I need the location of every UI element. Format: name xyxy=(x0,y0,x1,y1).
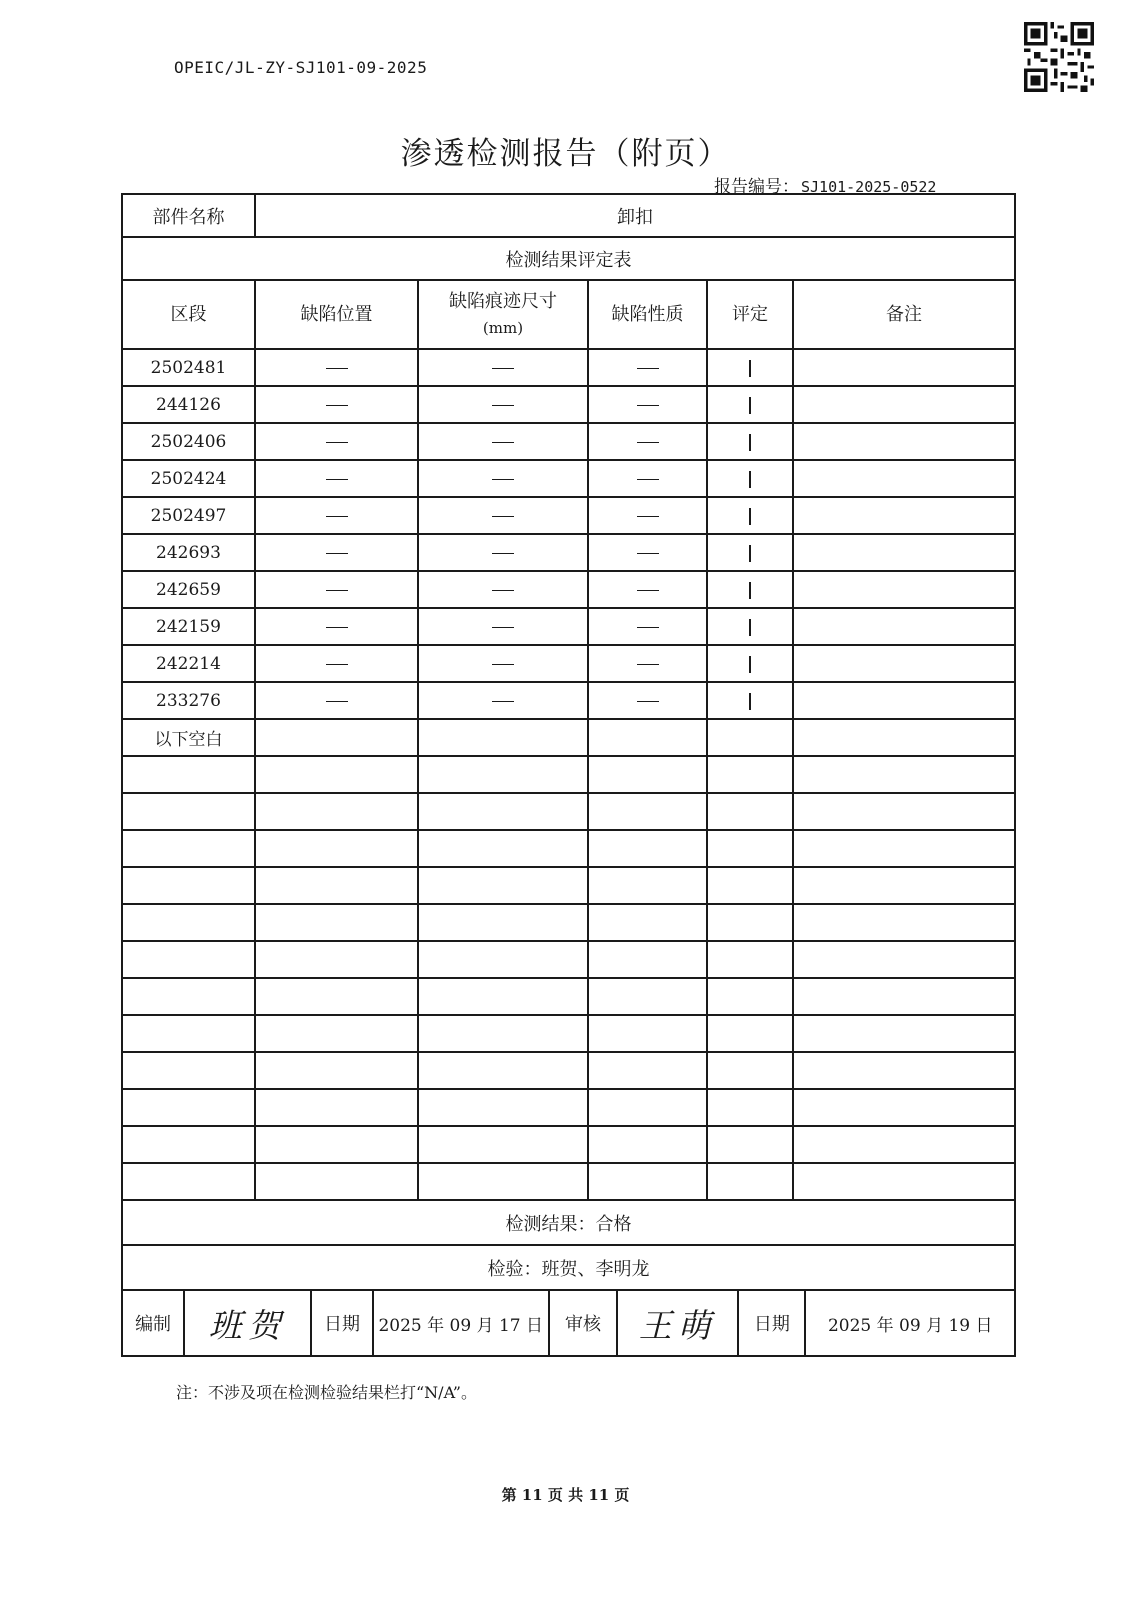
table-row xyxy=(122,386,1015,423)
grade-one-mark xyxy=(749,471,751,488)
cell-size xyxy=(418,1052,588,1089)
cell-size xyxy=(418,1163,588,1200)
cell-rating xyxy=(707,1052,793,1089)
cell-nature xyxy=(588,904,707,941)
dash-mark xyxy=(492,368,514,369)
table-row xyxy=(122,756,1015,793)
cell-remark xyxy=(793,978,1015,1015)
cell-rating xyxy=(707,349,793,386)
cell-segment: 244126 xyxy=(122,386,255,423)
cell-nature xyxy=(588,719,707,756)
cell-position xyxy=(255,867,418,904)
cell-position xyxy=(255,1126,418,1163)
dash-mark xyxy=(326,553,348,554)
cell-nature xyxy=(588,682,707,719)
part-name-row xyxy=(122,194,1015,237)
table-row xyxy=(122,830,1015,867)
cell-size xyxy=(418,719,588,756)
table-row xyxy=(122,645,1015,682)
cell-size xyxy=(418,867,588,904)
cell-size xyxy=(418,978,588,1015)
cell-position xyxy=(255,423,418,460)
cell-segment xyxy=(122,793,255,830)
cell-size xyxy=(418,904,588,941)
cell-nature xyxy=(588,1126,707,1163)
report-number-value: SJ101-2025-0522 xyxy=(801,178,937,196)
cell-position xyxy=(255,645,418,682)
dash-mark xyxy=(492,627,514,628)
cell-size xyxy=(418,941,588,978)
cell-nature xyxy=(588,386,707,423)
report-number-label: 报告编号： xyxy=(714,177,799,197)
cell-position xyxy=(255,682,418,719)
cell-position xyxy=(255,793,418,830)
inspection-value: 班贺、李明龙 xyxy=(541,1258,650,1280)
cell-remark xyxy=(793,867,1015,904)
cell-remark xyxy=(793,1052,1015,1089)
dash-mark xyxy=(326,368,348,369)
grade-one-mark xyxy=(749,656,751,673)
date1-day-char: 日 xyxy=(526,1315,544,1336)
cell-size xyxy=(418,497,588,534)
cell-position xyxy=(255,460,418,497)
cell-nature xyxy=(588,497,707,534)
table-row xyxy=(122,1126,1015,1163)
cell-remark xyxy=(793,571,1015,608)
cell-remark xyxy=(793,460,1015,497)
cell-size xyxy=(418,793,588,830)
cell-remark xyxy=(793,497,1015,534)
column-header-nature: 缺陷性质 xyxy=(588,280,707,349)
grade-one-mark xyxy=(749,582,751,599)
date2-day-char: 日 xyxy=(975,1315,993,1336)
cell-rating xyxy=(707,497,793,534)
cell-size xyxy=(418,682,588,719)
cell-segment xyxy=(122,1163,255,1200)
table-row xyxy=(122,497,1015,534)
cell-segment xyxy=(122,1126,255,1163)
dash-mark xyxy=(492,405,514,406)
grade-one-mark xyxy=(749,508,751,525)
cell-rating xyxy=(707,756,793,793)
cell-nature xyxy=(588,830,707,867)
cell-size xyxy=(418,756,588,793)
cell-segment: 2502406 xyxy=(122,423,255,460)
table-row xyxy=(122,423,1015,460)
result-value: 合格 xyxy=(595,1213,632,1235)
cell-segment: 以下空白 xyxy=(122,719,255,756)
cell-segment xyxy=(122,1015,255,1052)
qr-code xyxy=(1024,22,1094,92)
date2-month-char: 月 xyxy=(926,1315,944,1336)
cell-remark xyxy=(793,645,1015,682)
cell-position xyxy=(255,719,418,756)
compiled-label: 编制 xyxy=(123,1291,184,1355)
inspection-cell xyxy=(122,1245,1015,1290)
dash-mark xyxy=(492,664,514,665)
cell-nature xyxy=(588,608,707,645)
cell-remark xyxy=(793,1015,1015,1052)
date1-day: 17 xyxy=(498,1315,521,1336)
table-row xyxy=(122,793,1015,830)
cell-rating xyxy=(707,645,793,682)
column-header-position: 缺陷位置 xyxy=(255,280,418,349)
document-code: OPEIC/JL-ZY-SJ101-09-2025 xyxy=(174,58,428,77)
cell-position xyxy=(255,349,418,386)
cell-segment: 242659 xyxy=(122,571,255,608)
cell-size xyxy=(418,349,588,386)
cell-rating xyxy=(707,386,793,423)
grade-one-mark xyxy=(749,434,751,451)
dash-mark xyxy=(492,442,514,443)
grade-one-mark xyxy=(749,545,751,562)
dash-mark xyxy=(637,479,659,480)
footnote: 注：不涉及项在检测检验结果栏打“N/A”。 xyxy=(176,1383,477,1402)
dash-mark xyxy=(326,442,348,443)
dash-mark xyxy=(326,627,348,628)
cell-nature xyxy=(588,349,707,386)
table-row xyxy=(122,1163,1015,1200)
table-row xyxy=(122,534,1015,571)
inspection-label: 检验： xyxy=(487,1258,542,1280)
column-header-size xyxy=(418,280,588,349)
inspection-row xyxy=(122,1245,1015,1290)
cell-rating xyxy=(707,904,793,941)
cell-position xyxy=(255,1015,418,1052)
column-header-size-title: 缺陷痕迹尺寸 xyxy=(449,290,557,312)
dash-mark xyxy=(326,405,348,406)
cell-size xyxy=(418,1089,588,1126)
date1-value xyxy=(373,1291,549,1355)
cell-segment: 2502424 xyxy=(122,460,255,497)
table-row xyxy=(122,682,1015,719)
cell-size xyxy=(418,534,588,571)
cell-nature xyxy=(588,460,707,497)
cell-rating xyxy=(707,830,793,867)
cell-position xyxy=(255,571,418,608)
cell-segment xyxy=(122,1089,255,1126)
date1-year-char: 年 xyxy=(427,1315,445,1336)
column-header-segment: 区段 xyxy=(122,280,255,349)
grade-one-mark xyxy=(749,693,751,710)
cell-remark xyxy=(793,719,1015,756)
evaluation-table xyxy=(121,193,1016,1357)
cell-position xyxy=(255,978,418,1015)
page-title: 渗透检测报告（附页） xyxy=(400,136,731,172)
dash-mark xyxy=(326,479,348,480)
cell-rating xyxy=(707,867,793,904)
result-row xyxy=(122,1200,1015,1245)
cell-nature xyxy=(588,534,707,571)
table-row xyxy=(122,904,1015,941)
cell-segment xyxy=(122,941,255,978)
cell-segment: 2502481 xyxy=(122,349,255,386)
cell-segment: 2502497 xyxy=(122,497,255,534)
table-row xyxy=(122,1052,1015,1089)
cell-position xyxy=(255,756,418,793)
cell-position xyxy=(255,1089,418,1126)
cell-segment xyxy=(122,904,255,941)
column-header-remark: 备注 xyxy=(793,280,1015,349)
table-row xyxy=(122,1089,1015,1126)
cell-remark xyxy=(793,793,1015,830)
cell-rating xyxy=(707,571,793,608)
cell-segment xyxy=(122,978,255,1015)
cell-remark xyxy=(793,682,1015,719)
table-row xyxy=(122,1015,1015,1052)
grade-one-mark xyxy=(749,397,751,414)
cell-remark xyxy=(793,1126,1015,1163)
cell-size xyxy=(418,1015,588,1052)
cell-size xyxy=(418,830,588,867)
cell-segment xyxy=(122,756,255,793)
cell-size xyxy=(418,571,588,608)
result-cell xyxy=(122,1200,1015,1245)
cell-remark xyxy=(793,941,1015,978)
cell-nature xyxy=(588,793,707,830)
dash-mark xyxy=(637,664,659,665)
cell-remark xyxy=(793,349,1015,386)
table-row xyxy=(122,460,1015,497)
dash-mark xyxy=(492,553,514,554)
cell-remark xyxy=(793,608,1015,645)
date1-label: 日期 xyxy=(311,1291,372,1355)
date2-label: 日期 xyxy=(738,1291,805,1355)
cell-nature xyxy=(588,756,707,793)
table-row xyxy=(122,941,1015,978)
cell-segment xyxy=(122,830,255,867)
column-header-row xyxy=(122,280,1015,349)
cell-size xyxy=(418,460,588,497)
cell-remark xyxy=(793,830,1015,867)
cell-segment: 242693 xyxy=(122,534,255,571)
cell-nature xyxy=(588,978,707,1015)
dash-mark xyxy=(637,701,659,702)
cell-rating xyxy=(707,1126,793,1163)
table-row xyxy=(122,867,1015,904)
cell-remark xyxy=(793,1089,1015,1126)
dash-mark xyxy=(326,516,348,517)
cell-rating xyxy=(707,460,793,497)
cell-position xyxy=(255,386,418,423)
cell-remark xyxy=(793,756,1015,793)
cell-nature xyxy=(588,1163,707,1200)
date1-month: 09 xyxy=(449,1315,472,1336)
table-row xyxy=(122,349,1015,386)
table-title-row xyxy=(122,237,1015,280)
dash-mark xyxy=(637,516,659,517)
date2-year: 2025 xyxy=(827,1315,872,1336)
dash-mark xyxy=(637,627,659,628)
cell-segment xyxy=(122,867,255,904)
cell-remark xyxy=(793,386,1015,423)
cell-nature xyxy=(588,941,707,978)
cell-position xyxy=(255,608,418,645)
date1-year: 2025 xyxy=(378,1315,422,1336)
cell-rating xyxy=(707,941,793,978)
dash-mark xyxy=(326,664,348,665)
column-header-rating: 评定 xyxy=(707,280,793,349)
cell-rating xyxy=(707,608,793,645)
cell-rating xyxy=(707,793,793,830)
dash-mark xyxy=(637,442,659,443)
cell-rating xyxy=(707,978,793,1015)
cell-rating xyxy=(707,423,793,460)
cell-rating xyxy=(707,682,793,719)
dash-mark xyxy=(492,479,514,480)
cell-position xyxy=(255,1163,418,1200)
part-name-label: 部件名称 xyxy=(122,194,255,237)
cell-remark xyxy=(793,1163,1015,1200)
cell-segment xyxy=(122,1052,255,1089)
cell-size xyxy=(418,423,588,460)
dash-mark xyxy=(492,590,514,591)
cell-nature xyxy=(588,645,707,682)
dash-mark xyxy=(492,516,514,517)
grade-one-mark xyxy=(749,619,751,636)
dash-mark xyxy=(326,701,348,702)
cell-remark xyxy=(793,534,1015,571)
table-title: 检测结果评定表 xyxy=(122,237,1015,280)
compiled-signature: 班贺 xyxy=(184,1291,311,1355)
cell-rating xyxy=(707,534,793,571)
table-row xyxy=(122,719,1015,756)
cell-rating xyxy=(707,1015,793,1052)
cell-size xyxy=(418,645,588,682)
table-row xyxy=(122,978,1015,1015)
cell-position xyxy=(255,1052,418,1089)
cell-rating xyxy=(707,1163,793,1200)
dash-mark xyxy=(637,368,659,369)
cell-nature xyxy=(588,1052,707,1089)
cell-size xyxy=(418,1126,588,1163)
dash-mark xyxy=(492,701,514,702)
signature-row xyxy=(122,1290,1015,1356)
cell-size xyxy=(418,386,588,423)
cell-position xyxy=(255,941,418,978)
dash-mark xyxy=(637,590,659,591)
cell-position xyxy=(255,534,418,571)
table-row xyxy=(122,571,1015,608)
cell-position xyxy=(255,830,418,867)
cell-position xyxy=(255,497,418,534)
cell-size xyxy=(418,608,588,645)
result-label: 检测结果： xyxy=(505,1213,596,1235)
cell-segment: 242159 xyxy=(122,608,255,645)
review-signature: 王萌 xyxy=(617,1291,738,1355)
cell-nature xyxy=(588,571,707,608)
cell-rating xyxy=(707,1089,793,1126)
signature-table xyxy=(123,1291,1014,1355)
column-header-size-unit: (mm) xyxy=(482,318,524,337)
cell-remark xyxy=(793,423,1015,460)
page-number: 第 11 页 共 11 页 xyxy=(501,1486,630,1504)
date1-month-char: 月 xyxy=(476,1315,494,1336)
dash-mark xyxy=(637,553,659,554)
cell-rating xyxy=(707,719,793,756)
cell-nature xyxy=(588,423,707,460)
date2-year-char: 年 xyxy=(876,1315,894,1336)
cell-position xyxy=(255,904,418,941)
cell-segment: 233276 xyxy=(122,682,255,719)
cell-nature xyxy=(588,1015,707,1052)
date2-month: 09 xyxy=(899,1315,921,1336)
cell-nature xyxy=(588,1089,707,1126)
table-row xyxy=(122,608,1015,645)
date2-day: 19 xyxy=(948,1315,971,1336)
grade-one-mark xyxy=(749,360,751,377)
part-name-value: 卸扣 xyxy=(255,194,1015,237)
review-label: 审核 xyxy=(549,1291,617,1355)
cell-segment: 242214 xyxy=(122,645,255,682)
cell-nature xyxy=(588,867,707,904)
date2-value xyxy=(805,1291,1014,1355)
dash-mark xyxy=(326,590,348,591)
cell-remark xyxy=(793,904,1015,941)
dash-mark xyxy=(637,405,659,406)
